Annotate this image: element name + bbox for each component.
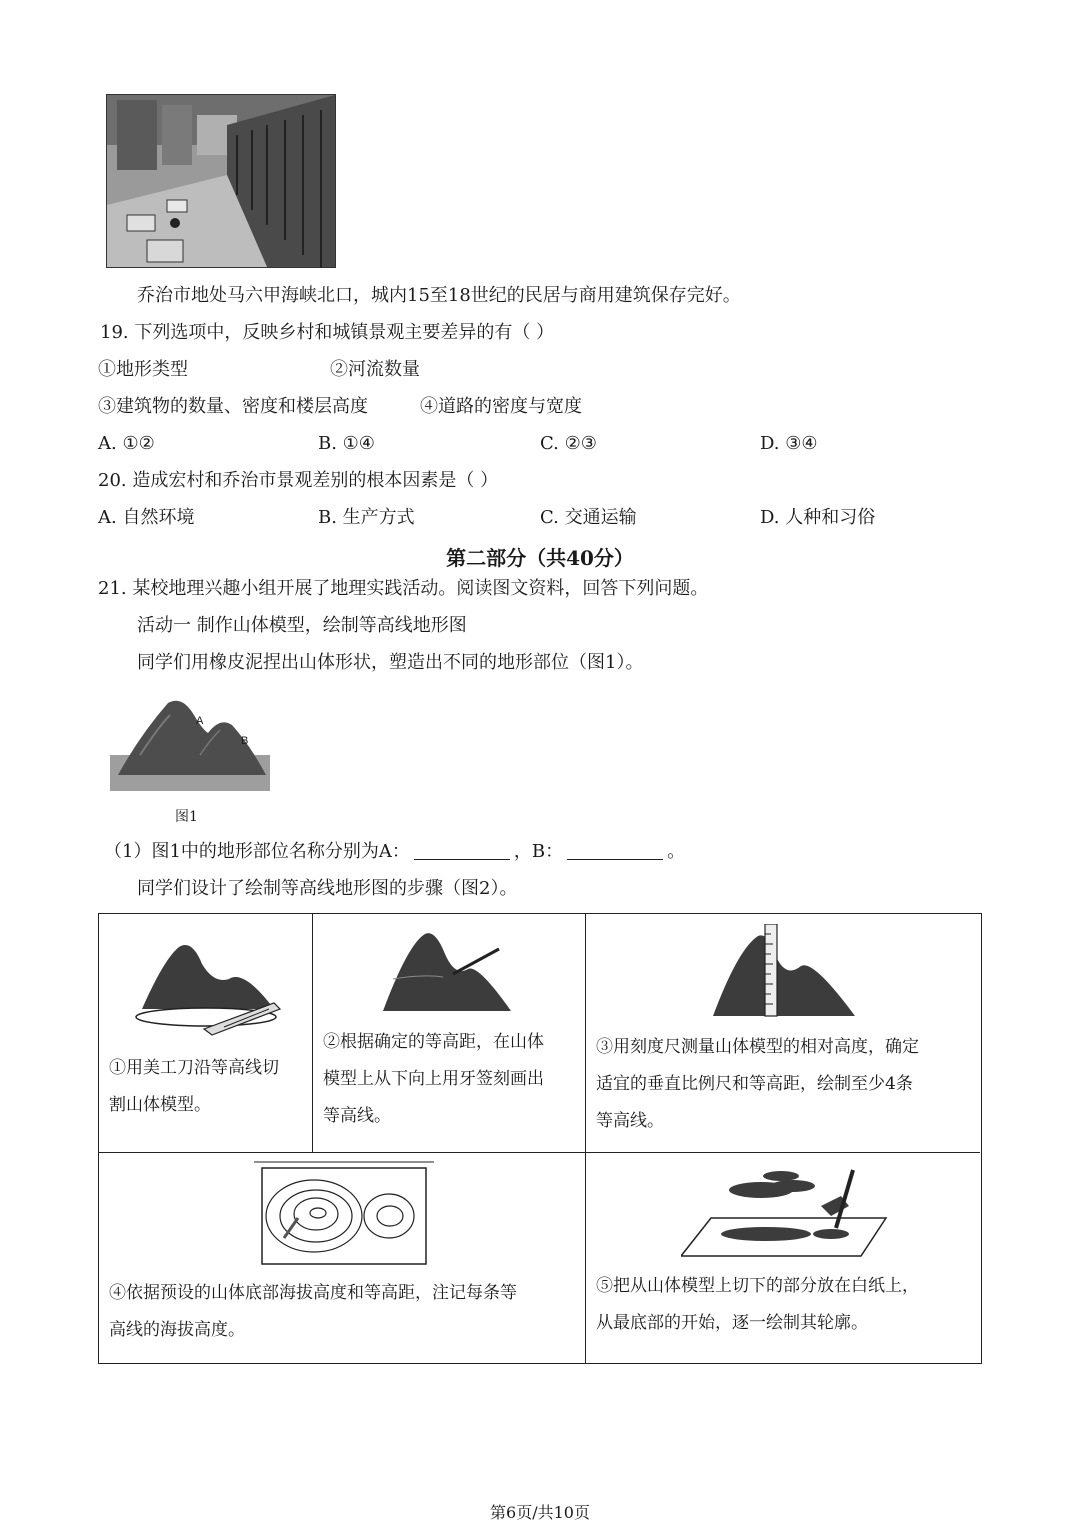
- step-4-line-2: 高线的海拔高度。: [109, 1320, 245, 1340]
- step-1-line-2: 割山体模型。: [109, 1095, 211, 1115]
- step-1-line-1: ①用美工刀沿等高线切: [109, 1058, 279, 1078]
- step-2-line-3: 等高线。: [323, 1106, 391, 1126]
- figure-1-mountain: [110, 695, 270, 795]
- step-3-cell: [586, 914, 980, 1152]
- step-4-line-1: ④依据预设的山体底部海拔高度和等高距，注记每条等: [109, 1283, 517, 1303]
- figure-1-caption: 图1: [175, 809, 198, 825]
- step-2-line-1: ②根据确定的等高距，在山体: [323, 1032, 544, 1052]
- q19-option-a[interactable]: A. ①②: [98, 433, 155, 454]
- step-3-line-1: ③用刻度尺测量山体模型的相对高度，确定: [596, 1037, 919, 1057]
- step-5-trace-drawing: [681, 1168, 891, 1258]
- step-3-line-2: 适宜的垂直比例尺和等高距，绘制至少4条: [596, 1074, 913, 1094]
- step-2-toothpick-drawing: [383, 929, 523, 1014]
- activity-1-desc: 同学们用橡皮泥捏出山体形状，塑造出不同的地形部位（图1）。: [137, 652, 644, 673]
- q19-stem: 19. 下列选项中，反映乡村和城镇景观主要差异的有（ ）: [100, 322, 555, 343]
- q19-statement-1: ①地形类型: [98, 359, 188, 380]
- step-5-line-2: 从最底部的开始，逐一绘制其轮廓。: [596, 1313, 868, 1333]
- q21-sub1: [104, 840, 685, 864]
- q21-sub1-text-a: （1）图1中的地形部位名称分别为A：: [104, 841, 410, 862]
- answer-blank-a[interactable]: [414, 841, 510, 860]
- activity-1-title: 活动一 制作山体模型，绘制等高线地形图: [137, 615, 467, 636]
- step-5-line-1: ⑤把从山体模型上切下的部分放在白纸上，: [596, 1276, 919, 1296]
- step-3-ruler-drawing: [713, 924, 858, 1019]
- step-1-cut-drawing: [134, 939, 284, 1039]
- q20-stem: 20. 造成宏村和乔治市景观差别的根本因素是（ ）: [98, 470, 499, 491]
- street-photo: [106, 94, 336, 268]
- step-2-line-2: 模型上从下向上用牙签刻画出: [323, 1069, 544, 1089]
- figure-1-label-a: A: [196, 715, 204, 727]
- q21-sub1-text-b: ，B：: [513, 841, 564, 862]
- q21-stem: 21. 某校地理兴趣小组开展了地理实践活动。阅读图文资料，回答下列问题。: [98, 578, 709, 599]
- q20-option-c[interactable]: C. 交通运输: [540, 507, 637, 528]
- section-2-title: 第二部分（共40分）: [446, 546, 634, 570]
- street-photo-drawing: [107, 95, 335, 267]
- q20-option-d[interactable]: D. 人种和习俗: [760, 507, 876, 528]
- q20-option-a[interactable]: A. 自然环境: [98, 507, 195, 528]
- step-4-contour-map-drawing: [254, 1158, 434, 1268]
- step-2-cell: [313, 914, 585, 1152]
- q19-statement-2: ②河流数量: [330, 359, 420, 380]
- photo-caption: 乔治市地处马六甲海峡北口，城内15至18世纪的民居与商用建筑保存完好。: [137, 285, 741, 306]
- q19-statement-3: ③建筑物的数量、密度和楼层高度: [98, 396, 368, 417]
- answer-blank-b[interactable]: [567, 841, 663, 860]
- q20-option-b[interactable]: B. 生产方式: [318, 507, 415, 528]
- step-1-cell: [99, 914, 312, 1152]
- q21-sub1-end: 。: [667, 841, 686, 862]
- q19-statement-4: ④道路的密度与宽度: [420, 396, 582, 417]
- q19-option-b[interactable]: B. ①④: [318, 433, 375, 454]
- step-4-cell: [99, 1153, 585, 1363]
- step-5-cell: [586, 1153, 980, 1363]
- step-3-line-3: 等高线。: [596, 1111, 664, 1131]
- q19-option-d[interactable]: D. ③④: [760, 433, 818, 454]
- page-footer: 第6页/共10页: [490, 1503, 590, 1522]
- figure-2-steps-table: [98, 913, 982, 1364]
- figure-1-label-b: B: [241, 735, 249, 747]
- activity-steps-desc: 同学们设计了绘制等高线地形图的步骤（图2）。: [137, 878, 518, 899]
- q19-option-c[interactable]: C. ②③: [540, 433, 597, 454]
